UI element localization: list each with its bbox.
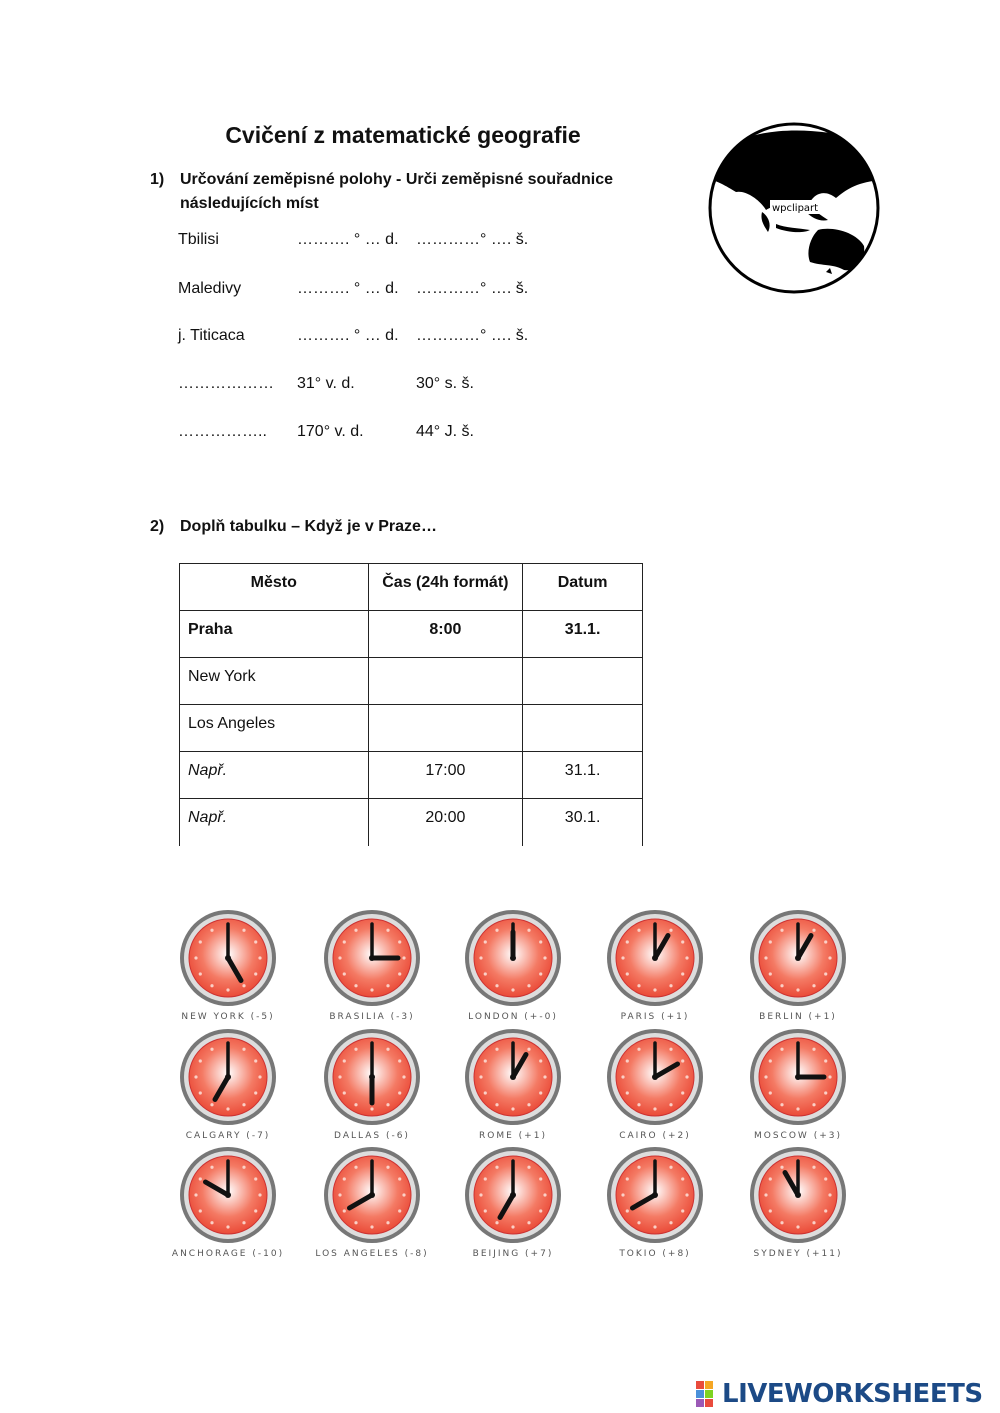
cell-date-input[interactable] <box>523 658 643 705</box>
clock-label: NEW YORK (-5) <box>181 1012 275 1022</box>
cell-time: 20:00 <box>368 799 523 846</box>
cell-time: 17:00 <box>368 752 523 799</box>
globe-image <box>706 120 882 301</box>
question-2-number: 2) <box>150 518 165 535</box>
clock-label: BERLIN (+1) <box>759 1012 837 1022</box>
clock <box>172 1147 284 1259</box>
page-title: Cvičení z matematické geografie <box>225 122 581 148</box>
cell-city: Los Angeles <box>180 705 369 752</box>
time-table <box>179 563 643 846</box>
clock <box>324 910 420 1022</box>
clock <box>324 1029 420 1141</box>
clock <box>607 1029 703 1141</box>
table-row <box>180 611 643 658</box>
question-1-text: Určování zeměpisné polohy - Urči zeměpisné souřadnice následujících míst <box>180 171 614 212</box>
table-row <box>180 752 643 799</box>
clock <box>465 1029 561 1141</box>
cell-time-input[interactable] <box>368 658 523 705</box>
clock <box>180 910 276 1022</box>
logo-text: LIVEWORKSHEETS <box>722 1379 983 1409</box>
cell-time-input[interactable] <box>368 705 523 752</box>
cell-time: 8:00 <box>368 611 523 658</box>
clock-label: LONDON (+-0) <box>468 1012 558 1022</box>
cell-city: Praha <box>180 611 369 658</box>
table-row <box>180 705 643 752</box>
cell-date: 30.1. <box>523 799 643 846</box>
clock-label: ROME (+1) <box>479 1131 547 1141</box>
clock <box>750 1147 846 1259</box>
liveworksheets-logo <box>696 1376 983 1412</box>
clock <box>465 910 561 1022</box>
clock-label: SYDNEY (+11) <box>753 1249 843 1259</box>
header-date: Datum <box>523 564 643 611</box>
cell-date: 31.1. <box>523 611 643 658</box>
clock-label: CAIRO (+2) <box>619 1131 691 1141</box>
cell-date-input[interactable] <box>523 705 643 752</box>
table-header-row <box>180 564 643 611</box>
world-clocks-image <box>168 900 868 1275</box>
table-row <box>180 658 643 705</box>
clock <box>750 1029 846 1141</box>
clock <box>607 1147 703 1259</box>
globe-watermark: wpclipart <box>772 203 819 214</box>
clock-label: BRASILIA (-3) <box>329 1012 415 1022</box>
clock-label: CALGARY (-7) <box>185 1131 271 1141</box>
clock <box>750 910 846 1022</box>
header-time: Čas (24h formát) <box>368 564 523 611</box>
clock-label: PARIS (+1) <box>620 1012 690 1022</box>
clock-label: TOKIO (+8) <box>619 1249 691 1259</box>
clock-label: ANCHORAGE (-10) <box>171 1249 285 1259</box>
logo-icon <box>696 1381 722 1407</box>
cell-city: New York <box>180 658 369 705</box>
table-row <box>180 799 643 846</box>
cell-date: 31.1. <box>523 752 643 799</box>
question-1-number: 1) <box>150 171 165 188</box>
clock <box>180 1029 276 1141</box>
clock <box>315 1147 428 1259</box>
clock-label: DALLAS (-6) <box>334 1131 410 1141</box>
header-city: Město <box>180 564 369 611</box>
cell-city-input[interactable]: Např. <box>180 799 369 846</box>
question-2-text: Doplň tabulku – Když je v Praze… <box>180 518 437 535</box>
clock <box>465 1147 561 1259</box>
clock-label: LOS ANGELES (-8) <box>315 1249 429 1259</box>
cell-city-input[interactable]: Např. <box>180 752 369 799</box>
clock-label: BEIJING (+7) <box>472 1249 554 1259</box>
clock <box>607 910 703 1022</box>
clock-label: MOSCOW (+3) <box>754 1131 842 1141</box>
